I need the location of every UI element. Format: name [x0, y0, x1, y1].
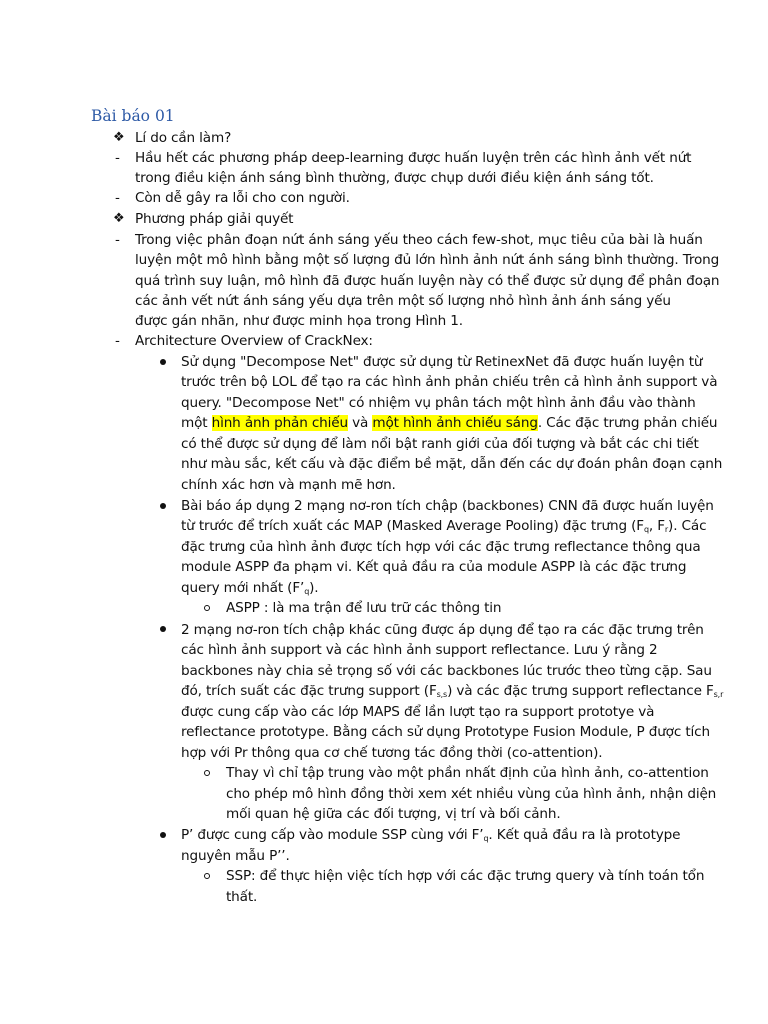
bullet-line: Bài báo áp dụng 2 mạng nơ-ron tích chập (backbones) CNN đã được huấn luyện [181, 498, 714, 514]
hollow-bullet-icon [204, 770, 210, 776]
bullet-line: một hình ảnh phản chiếu và một hình ảnh chiếu sáng. Các đặc trưng phản chiếu [181, 415, 718, 431]
bullet-line: backbones này chia sẻ trọng số với các backbones lúc trước theo từng cặp. Sau [181, 663, 712, 679]
bullet-line: các hình ảnh support và các hình ảnh support reflectance. Lưu ý rằng 2 [181, 642, 658, 658]
list-item-line: Trong việc phân đoạn nứt ánh sáng yếu theo cách few-shot, mục tiêu của bài là huấn [135, 232, 703, 248]
document-title: Bài báo 01 [91, 107, 175, 125]
sub-bullet-line: cho phép mô hình đồng thời xem xét nhiều vùng của hình ảnh, nhận diện [226, 786, 717, 802]
dash-bullet-icon: - [115, 232, 120, 248]
list-item-line: trong điều kiện ánh sáng bình thường, được chụp dưới điều kiện ánh sáng tốt. [135, 170, 654, 186]
sub-bullet-line: mối quan hệ giữa các đối tượng, vị trí và bối cảnh. [226, 806, 561, 822]
section-heading-reason: Lí do cần làm? [135, 130, 232, 146]
bullet-line: query mới nhất $(F’_q)$. [181, 580, 319, 596]
bullet-line: trước trên bộ LOL để tạo ra các hình ảnh phản chiếu trên cả hình ảnh support và [181, 374, 718, 390]
sub-bullet-line: ASPP : là ma trận để lưu trữ các thông tin [226, 600, 502, 616]
round-bullet-icon [160, 626, 166, 632]
list-item-line: luyện một mô hình bằng một số lượng đủ lớn hình ảnh nứt ánh sáng bình thường. Trong [135, 252, 720, 268]
bullet-line: được cung cấp vào các lớp MAPS để lần lượt tạo ra support prototye và [181, 704, 655, 720]
list-item-line: quá trình suy luận, mô hình đã được huấn luyện này có thể được sử dụng để phân đoạn [135, 273, 720, 289]
diamond-bullet-icon: ❖ [113, 211, 125, 226]
bullet-line: nguyên mẫu P’’. [181, 848, 290, 864]
sub-bullet-line: thất. [226, 889, 258, 905]
bullet-line: module ASPP đa phạm vi. Kết quả đầu ra của module ASPP là các đặc trưng [181, 559, 687, 575]
bullet-line: đặc trưng của hình ảnh được tích hợp với các đặc trưng reflectance thông qua [181, 539, 701, 555]
round-bullet-icon [160, 359, 166, 365]
bullet-line: như màu sắc, kết cấu và đặc điểm bề mặt, dẫn đến các dự đoán phân đoạn cạnh [181, 456, 723, 472]
bullet-line: đó, trích suất các đặc trưng support $(F_{s,s})$ và các đặc trưng support reflectance $F_{s,r}$ [181, 683, 724, 699]
sub-bullet-line: Thay vì chỉ tập trung vào một phần nhất định của hình ảnh, co-attention [226, 765, 709, 781]
highlight-illumination-image: một hình ảnh chiếu sáng [372, 415, 538, 431]
dash-bullet-icon: - [115, 190, 120, 206]
list-item-line: được gán nhãn, như được minh họa trong Hình 1. [135, 313, 463, 329]
sub-bullet-line: SSP: để thực hiện việc tích hợp với các đặc trưng query và tính toán tổn [226, 868, 705, 884]
round-bullet-icon [160, 832, 166, 838]
highlight-reflectance-image: hình ảnh phản chiếu [211, 415, 348, 431]
dash-bullet-icon: - [115, 150, 120, 166]
dash-bullet-icon: - [115, 333, 120, 349]
list-item-line: Còn dễ gây ra lỗi cho con người. [135, 190, 350, 206]
bullet-line: có thể được sử dụng để làm nổi bật ranh giới của đối tượng và bắt các chi tiết [181, 436, 699, 452]
bullet-line: 2 mạng nơ-ron tích chập khác cũng được áp dụng để tạo ra các đặc trưng trên [181, 622, 704, 638]
bullet-line: reflectance prototype. Bằng cách sử dụng Prototype Fusion Module, P được tích [181, 724, 710, 740]
bullet-line: chính xác hơn và mạnh mẽ hơn. [181, 477, 396, 493]
hollow-bullet-icon [204, 605, 210, 611]
list-item-line: các ảnh vết nứt ánh sáng yếu dựa trên một số lượng nhỏ hình ảnh ánh sáng yếu [135, 293, 671, 309]
diamond-bullet-icon: ❖ [113, 130, 125, 145]
bullet-line: P’ được cung cấp vào module SSP cùng với $F’_q$. Kết quả đầu ra là prototype [181, 827, 681, 843]
bullet-line: từ trước để trích xuất các MAP (Masked Average Pooling) đặc trưng ($F_q$, $F_r$). Các [181, 518, 707, 534]
bullet-line: Sử dụng "Decompose Net" được sử dụng từ RetinexNet đã được huấn luyện từ [181, 354, 703, 370]
bullet-line: query. "Decompose Net" có nhiệm vụ phân tách một hình ảnh đầu vào thành [181, 395, 696, 411]
list-item-line: Hầu hết các phương pháp deep-learning được huấn luyện trên các hình ảnh vết nứt [135, 150, 692, 166]
hollow-bullet-icon [204, 873, 210, 879]
bullet-line: hợp với Pr thông qua cơ chế tương tác đồng thời (co-attention). [181, 745, 603, 761]
list-item-line: Architecture Overview of CrackNex: [135, 333, 373, 349]
section-heading-method: Phương pháp giải quyết [135, 211, 294, 227]
round-bullet-icon [160, 503, 166, 509]
